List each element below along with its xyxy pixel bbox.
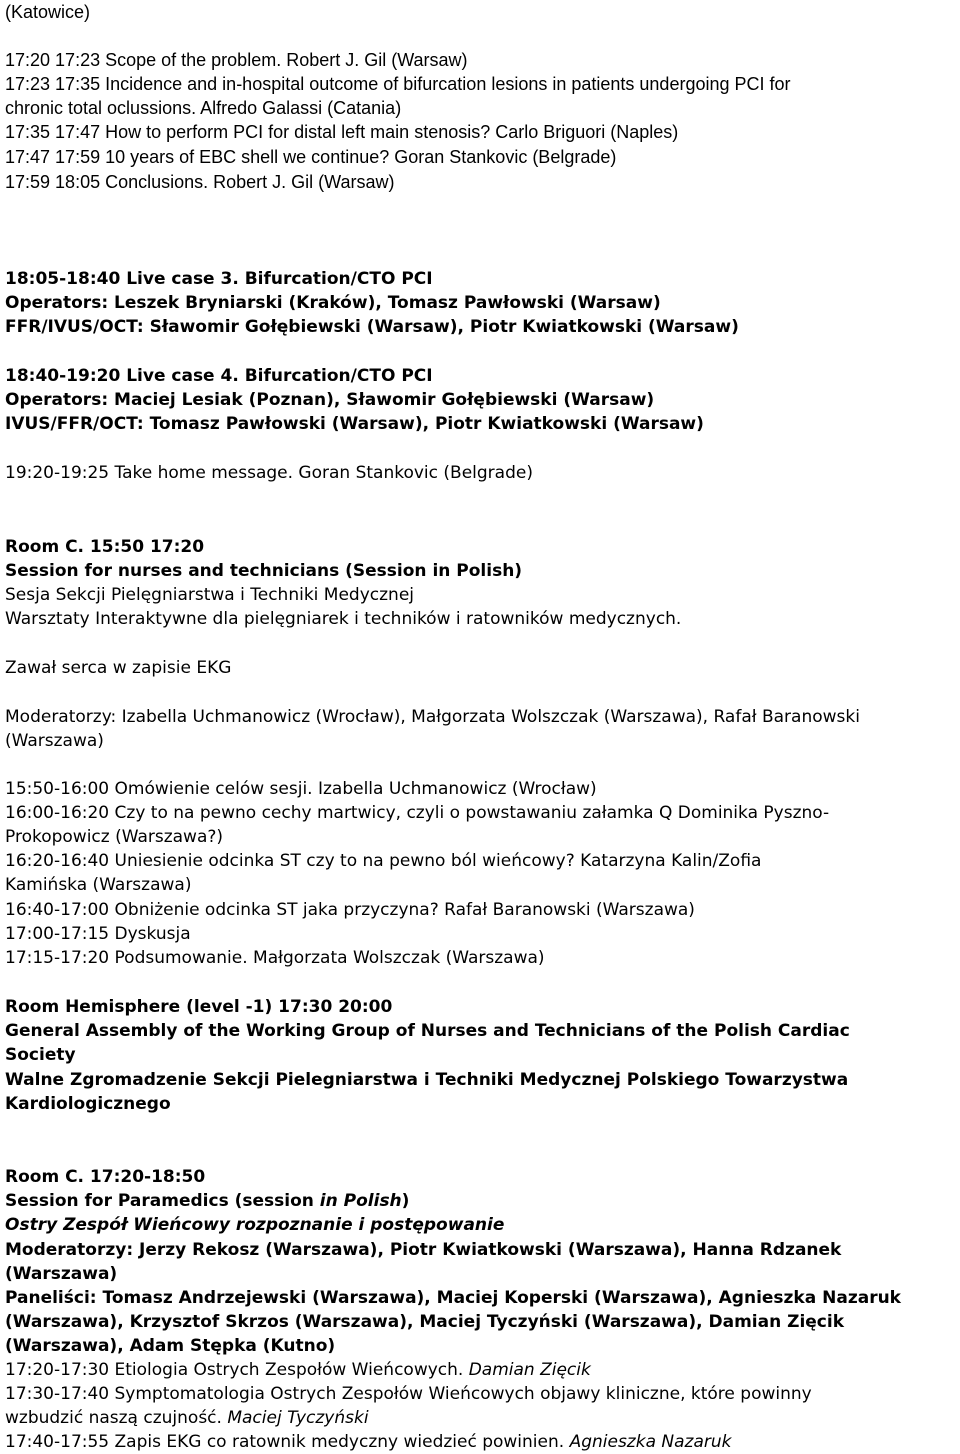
text-line: 17:35 17:47 How to perform PCI for distal left main stenosis? Carlo Briguori (Naples) xyxy=(5,122,679,142)
text-line: Warsztaty Interaktywne dla pielęgniarek i techników i ratowników medycznych. xyxy=(5,609,682,629)
text-line: 17:15-17:20 Podsumowanie. Małgorzata Wolszczak (Warszawa) xyxy=(5,948,545,968)
text-line: Kardiologicznego xyxy=(5,1094,171,1114)
text-line: Sesja Sekcji Pielęgniarstwa i Techniki Medycznej xyxy=(5,585,415,605)
text-part: wzbudzić naszą czujność. xyxy=(5,1408,228,1428)
text-line xyxy=(5,1358,591,1382)
text-line: 17:30-17:40 Symptomatologia Ostrych Zespołów Wieńcowych objawy kliniczne, które powinny xyxy=(5,1384,812,1404)
text-line: 16:20-16:40 Uniesienie odcinka ST czy to na pewno ból wieńcowy? Katarzyna Kalin/Zofia xyxy=(5,851,762,871)
text-line: Moderatorzy: Izabella Uchmanowicz (Wrocław), Małgorzata Wolszczak (Warszawa), Rafał Baranowski xyxy=(5,707,860,727)
text-line: 15:50-16:00 Omówienie celów sesji. Izabella Uchmanowicz (Wrocław) xyxy=(5,779,597,799)
session-title-part: ) xyxy=(401,1191,410,1211)
text-line: FFR/IVUS/OCT: Sławomir Gołębiewski (Warsaw), Piotr Kwiatkowski (Warsaw) xyxy=(5,317,739,337)
text-line: Kamińska (Warszawa) xyxy=(5,875,192,895)
text-part: 17:40-17:55 Zapis EKG co ratownik medyczny wiedzieć powinien. xyxy=(5,1432,570,1452)
text-line: 17:47 17:59 10 years of EBC shell we continue? Goran Stankovic (Belgrade) xyxy=(5,147,617,167)
text-line: chronic total oclussions. Alfredo Galassi (Catania) xyxy=(5,98,402,118)
speaker-name: Damian Zięcik xyxy=(468,1360,591,1380)
session-title-part: Session for Paramedics (session xyxy=(5,1191,320,1211)
text-line: 17:59 18:05 Conclusions. Robert J. Gil (Warsaw) xyxy=(5,172,395,192)
text-line: Society xyxy=(5,1045,76,1065)
session-title: Session for nurses and technicians (Session in Polish) xyxy=(5,561,523,581)
text-line: Prokopowicz (Warszawa?) xyxy=(5,827,224,847)
speaker-name: Agnieszka Nazaruk xyxy=(569,1432,732,1452)
text-line: 19:20-19:25 Take home message. Goran Stankovic (Belgrade) xyxy=(5,463,533,483)
text-line: (Katowice) xyxy=(5,2,91,22)
text-line: (Warszawa), Adam Stępka (Kutno) xyxy=(5,1336,336,1356)
room-heading: Room C. 17:20-18:50 xyxy=(5,1167,206,1187)
text-part: 17:20-17:30 Etiologia Ostrych Zespołów Wieńcowych. xyxy=(5,1360,469,1380)
speaker-name: Maciej Tyczyński xyxy=(227,1408,369,1428)
text-line: General Assembly of the Working Group of Nurses and Technicians of the Polish Cardiac xyxy=(5,1021,850,1041)
session-title xyxy=(5,1189,409,1213)
text-line: (Warszawa), Krzysztof Skrzos (Warszawa), Maciej Tyczyński (Warszawa), Damian Zięcik xyxy=(5,1312,845,1332)
room-heading: Room C. 15:50 17:20 xyxy=(5,537,205,557)
room-heading: Room Hemisphere (level -1) 17:30 20:00 xyxy=(5,997,393,1017)
text-line: 17:00-17:15 Dyskusja xyxy=(5,924,191,944)
text-line: Operators: Leszek Bryniarski (Kraków), Tomasz Pawłowski (Warsaw) xyxy=(5,293,661,313)
text-line: Walne Zgromadzenie Sekcji Pielegniarstwa i Techniki Medycznej Polskiego Towarzystwa xyxy=(5,1070,849,1090)
text-line: Operators: Maciej Lesiak (Poznan), Sławomir Gołębiewski (Warsaw) xyxy=(5,390,655,410)
text-line xyxy=(5,1430,732,1454)
session-heading: 18:40-19:20 Live case 4. Bifurcation/CTO PCI xyxy=(5,366,433,386)
text-line: 16:00-16:20 Czy to na pewno cechy martwicy, czyli o powstawaniu załamka Q Dominika Pyszno- xyxy=(5,803,830,823)
session-title-italic: in Polish xyxy=(319,1191,402,1211)
session-heading: 18:05-18:40 Live case 3. Bifurcation/CTO PCI xyxy=(5,269,433,289)
text-line: Zawał serca w zapisie EKG xyxy=(5,658,232,678)
text-line: (Warszawa) xyxy=(5,1264,118,1284)
text-line: Paneliści: Tomasz Andrzejewski (Warszawa), Maciej Koperski (Warszawa), Agnieszka Nazaruk xyxy=(5,1288,901,1308)
text-line: IVUS/FFR/OCT: Tomasz Pawłowski (Warsaw), Piotr Kwiatkowski (Warsaw) xyxy=(5,414,704,434)
text-line: 17:20 17:23 Scope of the problem. Robert J. Gil (Warsaw) xyxy=(5,50,468,70)
session-subtitle: Ostry Zespół Wieńcowy rozpoznanie i postępowanie xyxy=(5,1215,505,1235)
text-line xyxy=(5,1406,369,1430)
text-line: Moderatorzy: Jerzy Rekosz (Warszawa), Piotr Kwiatkowski (Warszawa), Hanna Rdzanek xyxy=(5,1240,842,1260)
text-line: 17:23 17:35 Incidence and in-hospital outcome of bifurcation lesions in patients undergoing PCI for xyxy=(5,74,791,94)
text-line: 16:40-17:00 Obniżenie odcinka ST jaka przyczyna? Rafał Baranowski (Warszawa) xyxy=(5,900,695,920)
text-line: (Warszawa) xyxy=(5,731,104,751)
